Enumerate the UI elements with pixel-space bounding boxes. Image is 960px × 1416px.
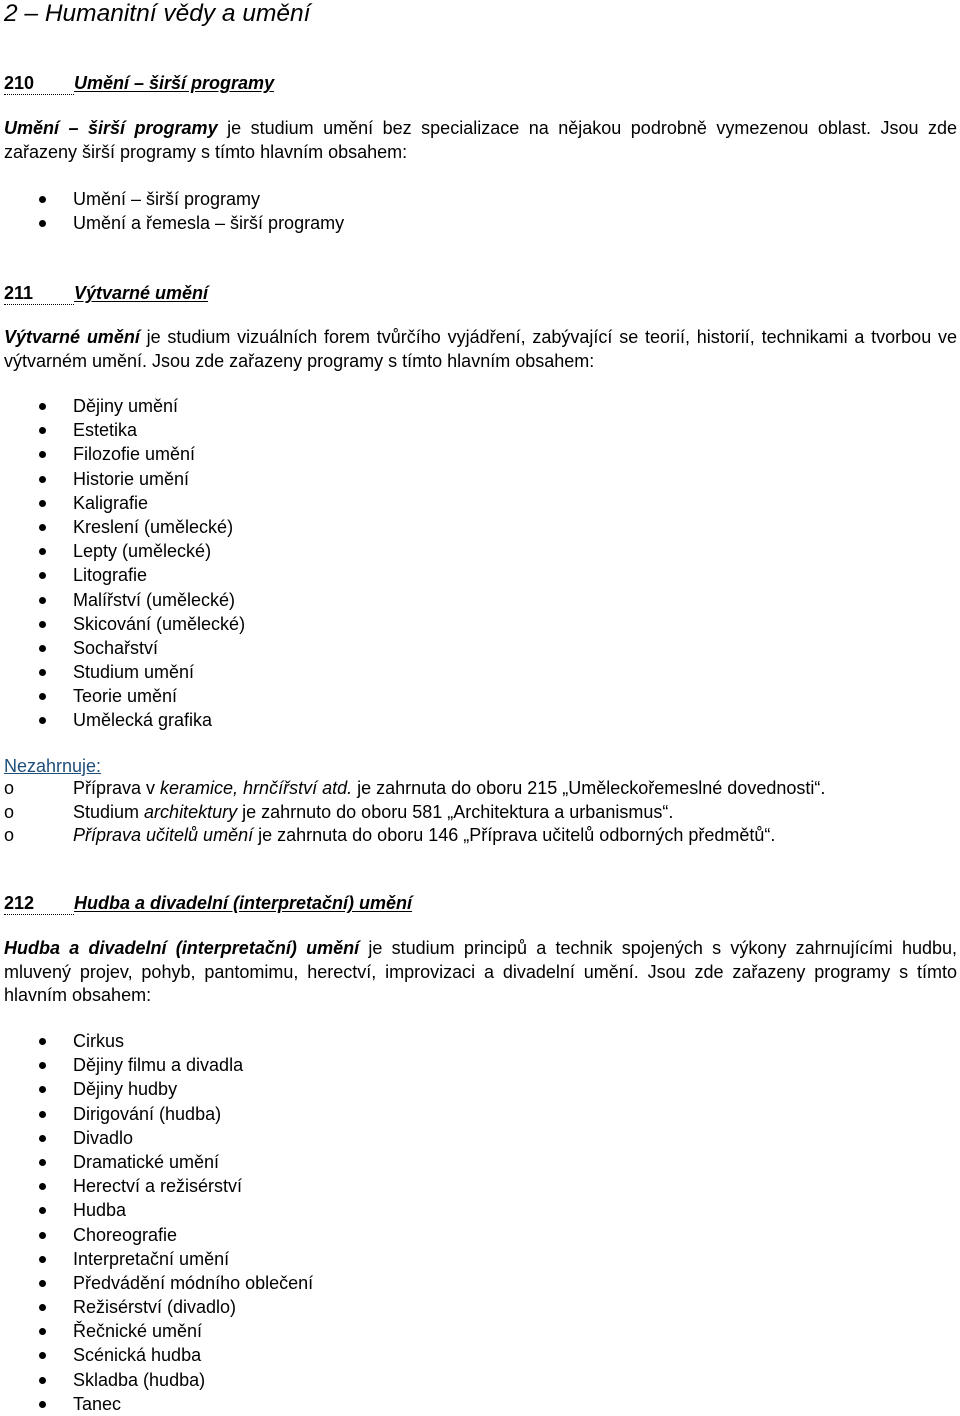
- list-item: Režisérství (divadlo): [4, 1295, 313, 1319]
- list-item: Scénická hudba: [4, 1343, 313, 1367]
- section-212-intro: [4, 937, 957, 1008]
- section-title: Umění – širší programy: [74, 73, 275, 93]
- list-item: Skicování (umělecké): [4, 612, 245, 636]
- intro-term: Umění – širší programy: [4, 118, 218, 138]
- section-211-heading: [4, 282, 208, 305]
- section-210-list: [4, 187, 344, 235]
- list-item: Kreslení (umělecké): [4, 515, 245, 539]
- section-number: 212: [4, 892, 74, 915]
- exclude-item: o Studium architektury je zahrnuto do oboru 581 „Architektura a urbanismus“.: [4, 801, 825, 825]
- list-item: Cirkus: [4, 1029, 313, 1053]
- circle-marker-icon: o: [4, 801, 15, 822]
- list-item: Historie umění: [4, 467, 245, 491]
- list-item: Choreografie: [4, 1223, 313, 1247]
- intro-text: je studium principů a technik spojených s výkony zahrnujícími hudbu, mluvený projev, pohyb, pantomimu, herectví, improvizaci a divadelní umění. Jsou zde zařazeny programy s tímto hlavním obsahem:: [4, 938, 957, 1005]
- section-211-intro: [4, 326, 957, 373]
- exclude-item: o Příprava učitelů umění je zahrnuta do oboru 146 „Příprava učitelů odborných předmětů“.: [4, 824, 825, 848]
- list-item: Hudba: [4, 1198, 313, 1222]
- list-item: Malířství (umělecké): [4, 588, 245, 612]
- circle-marker-icon: o: [4, 825, 15, 845]
- intro-term: Výtvarné umění: [4, 327, 140, 347]
- section-211-list: [4, 394, 245, 733]
- section-number: 210: [4, 72, 74, 95]
- exclude-item: o Příprava v keramice, hrnčířství atd. je zahrnuta do oboru 215 „Uměleckořemeslné dovednosti“.: [4, 777, 825, 801]
- list-item: Teorie umění: [4, 684, 245, 708]
- list-item: Umění a řemesla – širší programy: [4, 211, 344, 235]
- list-item: Skladba (hudba): [4, 1368, 313, 1392]
- list-item: Lepty (umělecké): [4, 539, 245, 563]
- list-item: Sochařství: [4, 636, 245, 660]
- list-item: Řečnické umění: [4, 1319, 313, 1343]
- list-item: Dějiny umění: [4, 394, 245, 418]
- section-212-heading: [4, 892, 412, 915]
- section-title: Výtvarné umění: [74, 283, 209, 303]
- list-item: Estetika: [4, 418, 245, 442]
- intro-text: je studium vizuálních forem tvůrčího vyjádření, zabývající se teorií, historií, technikami a tvorbou ve výtvarném umění. Jsou zde zařazeny programy s tímto hlavním obsahem:: [4, 327, 957, 371]
- section-210-heading: [4, 72, 274, 95]
- list-item: Kaligrafie: [4, 491, 245, 515]
- list-item: Dějiny filmu a divadla: [4, 1053, 313, 1077]
- list-item: Dramatické umění: [4, 1150, 313, 1174]
- list-item: Umělecká grafika: [4, 708, 245, 732]
- list-item: Tanec: [4, 1392, 313, 1416]
- section-number: 211: [4, 282, 74, 305]
- excludes-label: Nezahrnuje:: [4, 756, 102, 776]
- section-212-list: [4, 1029, 313, 1416]
- document-title: 2 – Humanitní vědy a umění: [4, 0, 311, 27]
- list-item: Dirigování (hudba): [4, 1102, 313, 1126]
- excludes-list: [4, 777, 825, 848]
- list-item: Dějiny hudby: [4, 1077, 313, 1101]
- intro-text: je studium umění bez specializace na nějakou podrobně vymezenou oblast. Jsou zde zařazeny širší programy s tímto hlavním obsahem:: [4, 118, 957, 162]
- list-item: Herectví a režisérství: [4, 1174, 313, 1198]
- intro-term: Hudba a divadelní (interpretační) umění: [4, 938, 360, 958]
- section-title: Hudba a divadelní (interpretační) umění: [74, 893, 413, 913]
- list-item: Interpretační umění: [4, 1247, 313, 1271]
- list-item: Předvádění módního oblečení: [4, 1271, 313, 1295]
- list-item: Divadlo: [4, 1126, 313, 1150]
- list-item: Umění – širší programy: [4, 187, 344, 211]
- circle-marker-icon: o: [4, 778, 15, 798]
- list-item: Studium umění: [4, 660, 245, 684]
- list-item: Filozofie umění: [4, 442, 245, 466]
- list-item: Litografie: [4, 563, 245, 587]
- section-210-intro: [4, 117, 957, 164]
